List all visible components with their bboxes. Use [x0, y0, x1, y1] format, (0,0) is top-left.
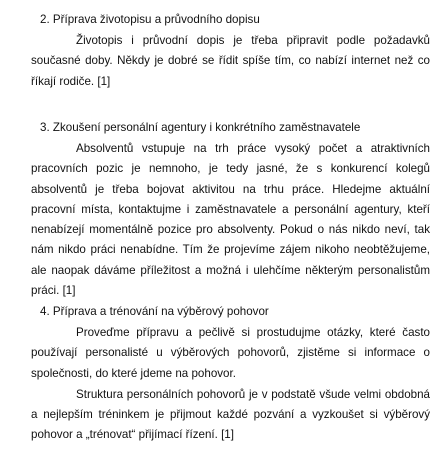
body-paragraph: Proveďme přípravu a pečlivě si prostudujme otázky, které často používají personalisté u výběrových pohovorů, zjistěme si informace o společnosti, do které jdeme na pohovor. — [31, 326, 430, 380]
body-paragraph: Absolventů vstupuje na trh práce vysoký počet a atraktivních pracovních pozic je nemnoho, je tedy jasné, že s konkurencí kolegů absolventů je třeba bojovat aktivitou na trhu práce. Hledejme aktuální pracovní místa, kontaktujme i zaměstnavatele a personální agentury, kteří nenabízejí momentálně pozice pro absolventy. Pokud o nás nikdo neví, tak nám nikdo práci nenabídne. Tím že projevíme zájem nikoho neobtěžujeme, ale naopak dáváme příležitost a možná i ulehčíme některým personalistům práci. [1] — [31, 142, 430, 298]
body-paragraph: Životopis i průvodní dopis je třeba připravit podle požadavků současné doby. Někdy je dobré se řídit spíše tím, co nabízí internet než co říkají rodiče. [1] — [31, 34, 430, 88]
section-interview-training — [31, 302, 430, 446]
section-heading: 2. Příprava životopisu a průvodního dopisu — [40, 13, 260, 26]
section-agency-employer — [31, 118, 430, 301]
section-heading: 4. Příprava a trénování na výběrový pohovor — [40, 305, 269, 318]
body-paragraph: Struktura personálních pohovorů je v podstatě všude velmi obdobná a nejlepším tréninkem je přijmout každé pozvání a vyzkoušet si výběrový pohovor a „trénovat“ přijímací řízení. [1] — [31, 387, 430, 442]
section-resume-preparation — [31, 10, 430, 92]
section-heading: 3. Zkoušení personální agentury i konkrétního zaměstnavatele — [40, 121, 361, 134]
